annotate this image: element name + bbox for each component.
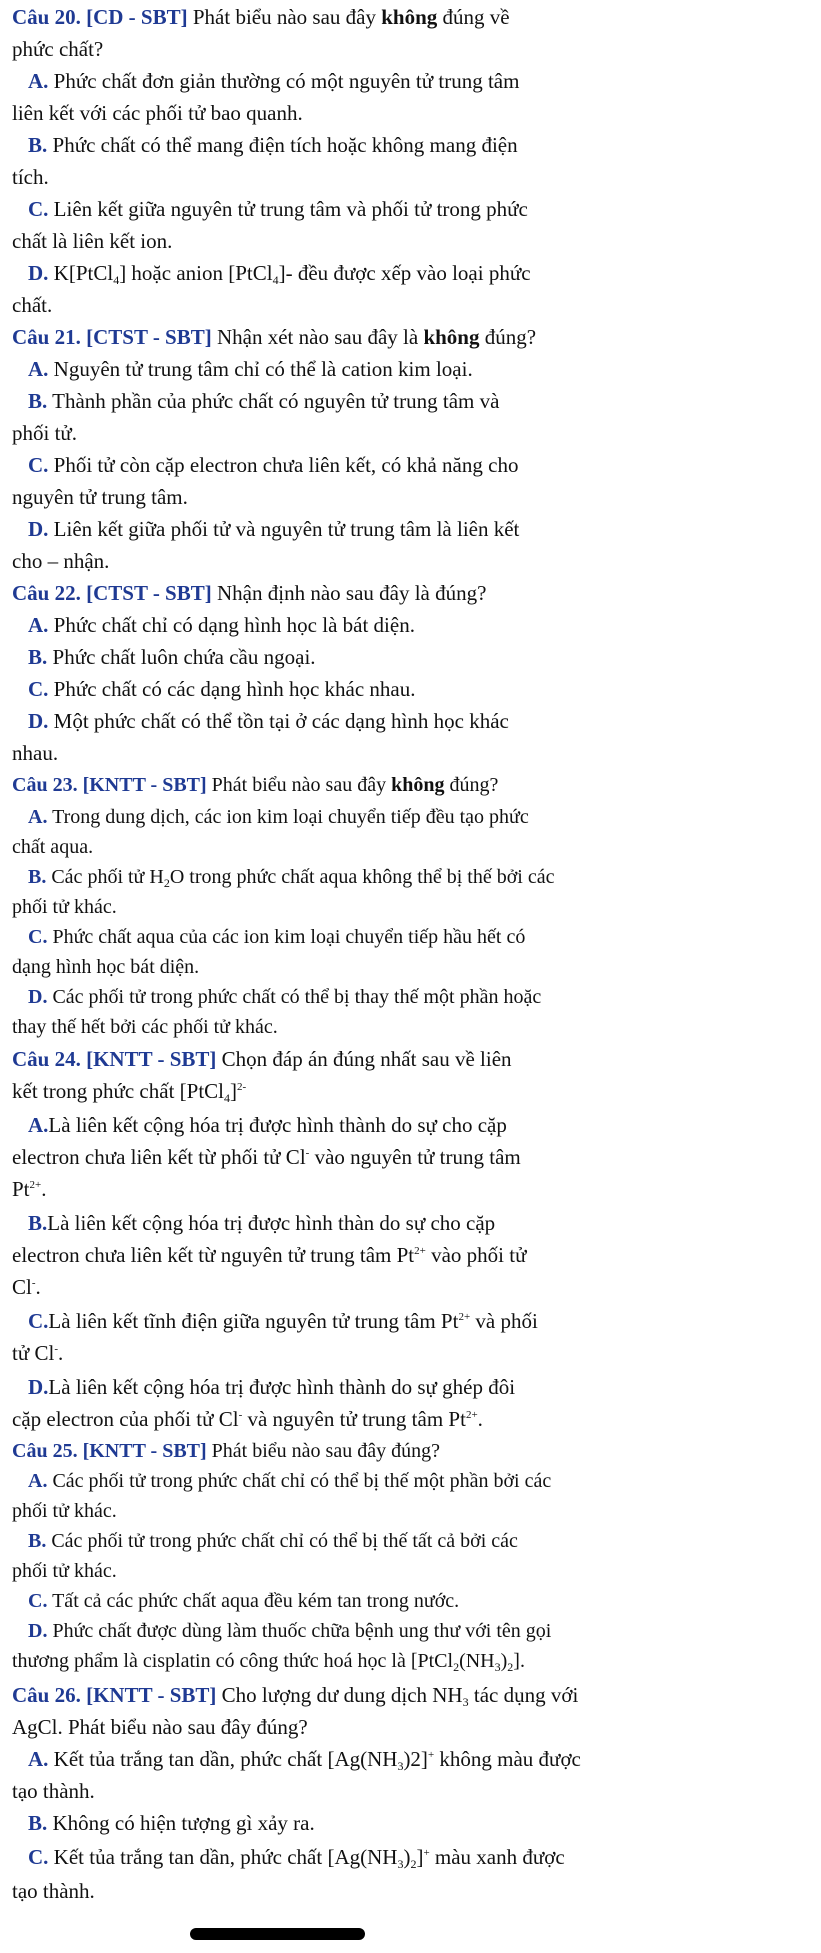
q24-header-cont: kết trong phức chất [PtCl$_4$]$^{2-}$ (12, 1079, 247, 1105)
q24-option-a: A.Là liên kết cộng hóa trị được hình thành do sự cho cặp (28, 1113, 507, 1137)
q23-option-b: B. Các phối tử $H_2O$ trong phức chất aqua không thể bị thế bởi các (28, 866, 555, 890)
q23-option-c-cont: dạng hình học bát diện. (12, 956, 200, 978)
q23-option-d: D. Các phối tử trong phức chất có thể bị thay thế một phần hoặc (28, 986, 542, 1008)
q23-option-c: C. Phức chất aqua của các ion kim loại chuyển tiếp hầu hết có (28, 926, 526, 948)
q20-option-b: B. Phức chất có thể mang điện tích hoặc không mang điện (28, 133, 518, 157)
q20-header-cont: phức chất? (12, 37, 104, 61)
q20-option-d: D. K[PtCl$_4$] hoặc anion [PtCl$_4$]- đều được xếp vào loại phức (28, 261, 531, 287)
q21-option-c: C. Phối tử còn cặp electron chưa liên kết, có khả năng cho (28, 453, 519, 477)
q21-option-d: D. Liên kết giữa phối tử và nguyên tử trung tâm là liên kết (28, 517, 520, 541)
q26-option-b: B. Không có hiện tượng gì xảy ra. (28, 1811, 315, 1835)
q22-option-a: A. Phức chất chỉ có dạng hình học là bát diện. (28, 613, 415, 637)
q24-option-a-cont: electron chưa liên kết từ phối tử Cl- vào nguyên tử trung tâm (12, 1145, 521, 1169)
q24-option-b-cont2: Cl-. (12, 1275, 41, 1299)
q24-option-d: D.Là liên kết cộng hóa trị được hình thành do sự ghép đôi (28, 1375, 516, 1399)
q24-option-c-cont: tử Cl-. (12, 1341, 64, 1365)
q20-option-a-cont: liên kết với các phối tử bao quanh. (12, 101, 303, 125)
q20-header: Câu 20. [CD - SBT] Phát biểu nào sau đây không đúng về (12, 5, 510, 29)
q25-option-d-cont: thương phẩm là cisplatin có công thức hoá học là $[PtCl_2(NH_3)_2]$. (12, 1650, 525, 1674)
q21-option-d-cont: cho – nhận. (12, 549, 110, 573)
q20-option-c-cont: chất là liên kết ion. (12, 229, 173, 253)
q22-option-b: B. Phức chất luôn chứa cầu ngoại. (28, 645, 316, 669)
q25-option-c: C. Tất cả các phức chất aqua đều kém tan trong nước. (28, 1590, 460, 1612)
q24-option-b-cont: electron chưa liên kết từ nguyên tử trung tâm $Pt^{2+}$ vào phối tử (12, 1243, 527, 1267)
q21-header: Câu 21. [CTST - SBT] Nhận xét nào sau đây là không đúng? (12, 325, 537, 349)
q20-option-b-cont: tích. (12, 165, 49, 189)
q22-option-c: C. Phức chất có các dạng hình học khác nhau. (28, 677, 416, 701)
q21-option-b-cont: phối tử. (12, 421, 78, 445)
q21-option-c-cont: nguyên tử trung tâm. (12, 485, 188, 509)
q20-option-a: A. Phức chất đơn giản thường có một nguyên tử trung tâm (28, 69, 520, 93)
q23-option-a: A. Trong dung dịch, các ion kim loại chuyển tiếp đều tạo phức (28, 806, 529, 828)
q20-option-c: C. Liên kết giữa nguyên tử trung tâm và phối tử trong phức (28, 197, 528, 221)
q25-option-a: A. Các phối tử trong phức chất chỉ có thể bị thế một phần bởi các (28, 1470, 552, 1492)
q20-option-d-cont: chất. (12, 293, 53, 317)
q26-option-a-cont: tạo thành. (12, 1779, 95, 1803)
q22-option-d: D. Một phức chất có thể tồn tại ở các dạng hình học khác (28, 709, 509, 733)
q22-option-d-cont: nhau. (12, 741, 59, 765)
q21-option-b: B. Thành phần của phức chất có nguyên tử trung tâm và (28, 389, 500, 413)
q22-header: Câu 22. [CTST - SBT] Nhận định nào sau đây là đúng? (12, 581, 487, 605)
q23-option-d-cont: thay thế hết bởi các phối tử khác. (12, 1016, 278, 1038)
q24-option-d-cont: cặp electron của phối tử Cl- và nguyên tử trung tâm $Pt^{2+}$. (12, 1407, 483, 1431)
q24-option-a-cont2: $Pt^{2+}$. (12, 1177, 47, 1201)
q24-option-b: B.Là liên kết cộng hóa trị được hình thàn do sự cho cặp (28, 1211, 496, 1235)
q25-option-a-cont: phối tử khác. (12, 1500, 117, 1522)
q21-option-a: A. Nguyên tử trung tâm chỉ có thể là cation kim loại. (28, 357, 473, 381)
q25-option-b: B. Các phối tử trong phức chất chỉ có thể bị thế tất cả bởi các (28, 1530, 518, 1552)
q23-header: Câu 23. [KNTT - SBT] Phát biểu nào sau đây không đúng? (12, 774, 499, 796)
q23-option-b-cont: phối tử khác. (12, 896, 117, 918)
q25-option-d: D. Phức chất được dùng làm thuốc chữa bệnh ung thư với tên gọi (28, 1620, 552, 1642)
q26-header: Câu 26. [KNTT - SBT] Cho lượng dư dung dịch $NH_3$ tác dụng với (12, 1683, 579, 1709)
q24-option-c: C.Là liên kết tĩnh điện giữa nguyên tử trung tâm $Pt^{2+}$ và phối (28, 1309, 538, 1333)
q26-option-a: A. Kết tủa trắng tan dần, phức chất $[Ag(NH_3)2]^+$ không màu được (28, 1747, 581, 1773)
redaction-scribble (190, 1928, 365, 1940)
q26-option-c: C. Kết tủa trắng tan dần, phức chất $[Ag(NH_3)_2]^+$ màu xanh được (28, 1845, 565, 1871)
q25-option-b-cont: phối tử khác. (12, 1560, 117, 1582)
q23-option-a-cont: chất aqua. (12, 836, 94, 858)
q25-header: Câu 25. [KNTT - SBT] Phát biểu nào sau đây đúng? (12, 1440, 440, 1462)
q24-header: Câu 24. [KNTT - SBT] Chọn đáp án đúng nhất sau về liên (12, 1047, 512, 1071)
q26-header-cont: AgCl. Phát biểu nào sau đây đúng? (12, 1715, 308, 1739)
q26-option-c-cont: tạo thành. (12, 1879, 95, 1903)
